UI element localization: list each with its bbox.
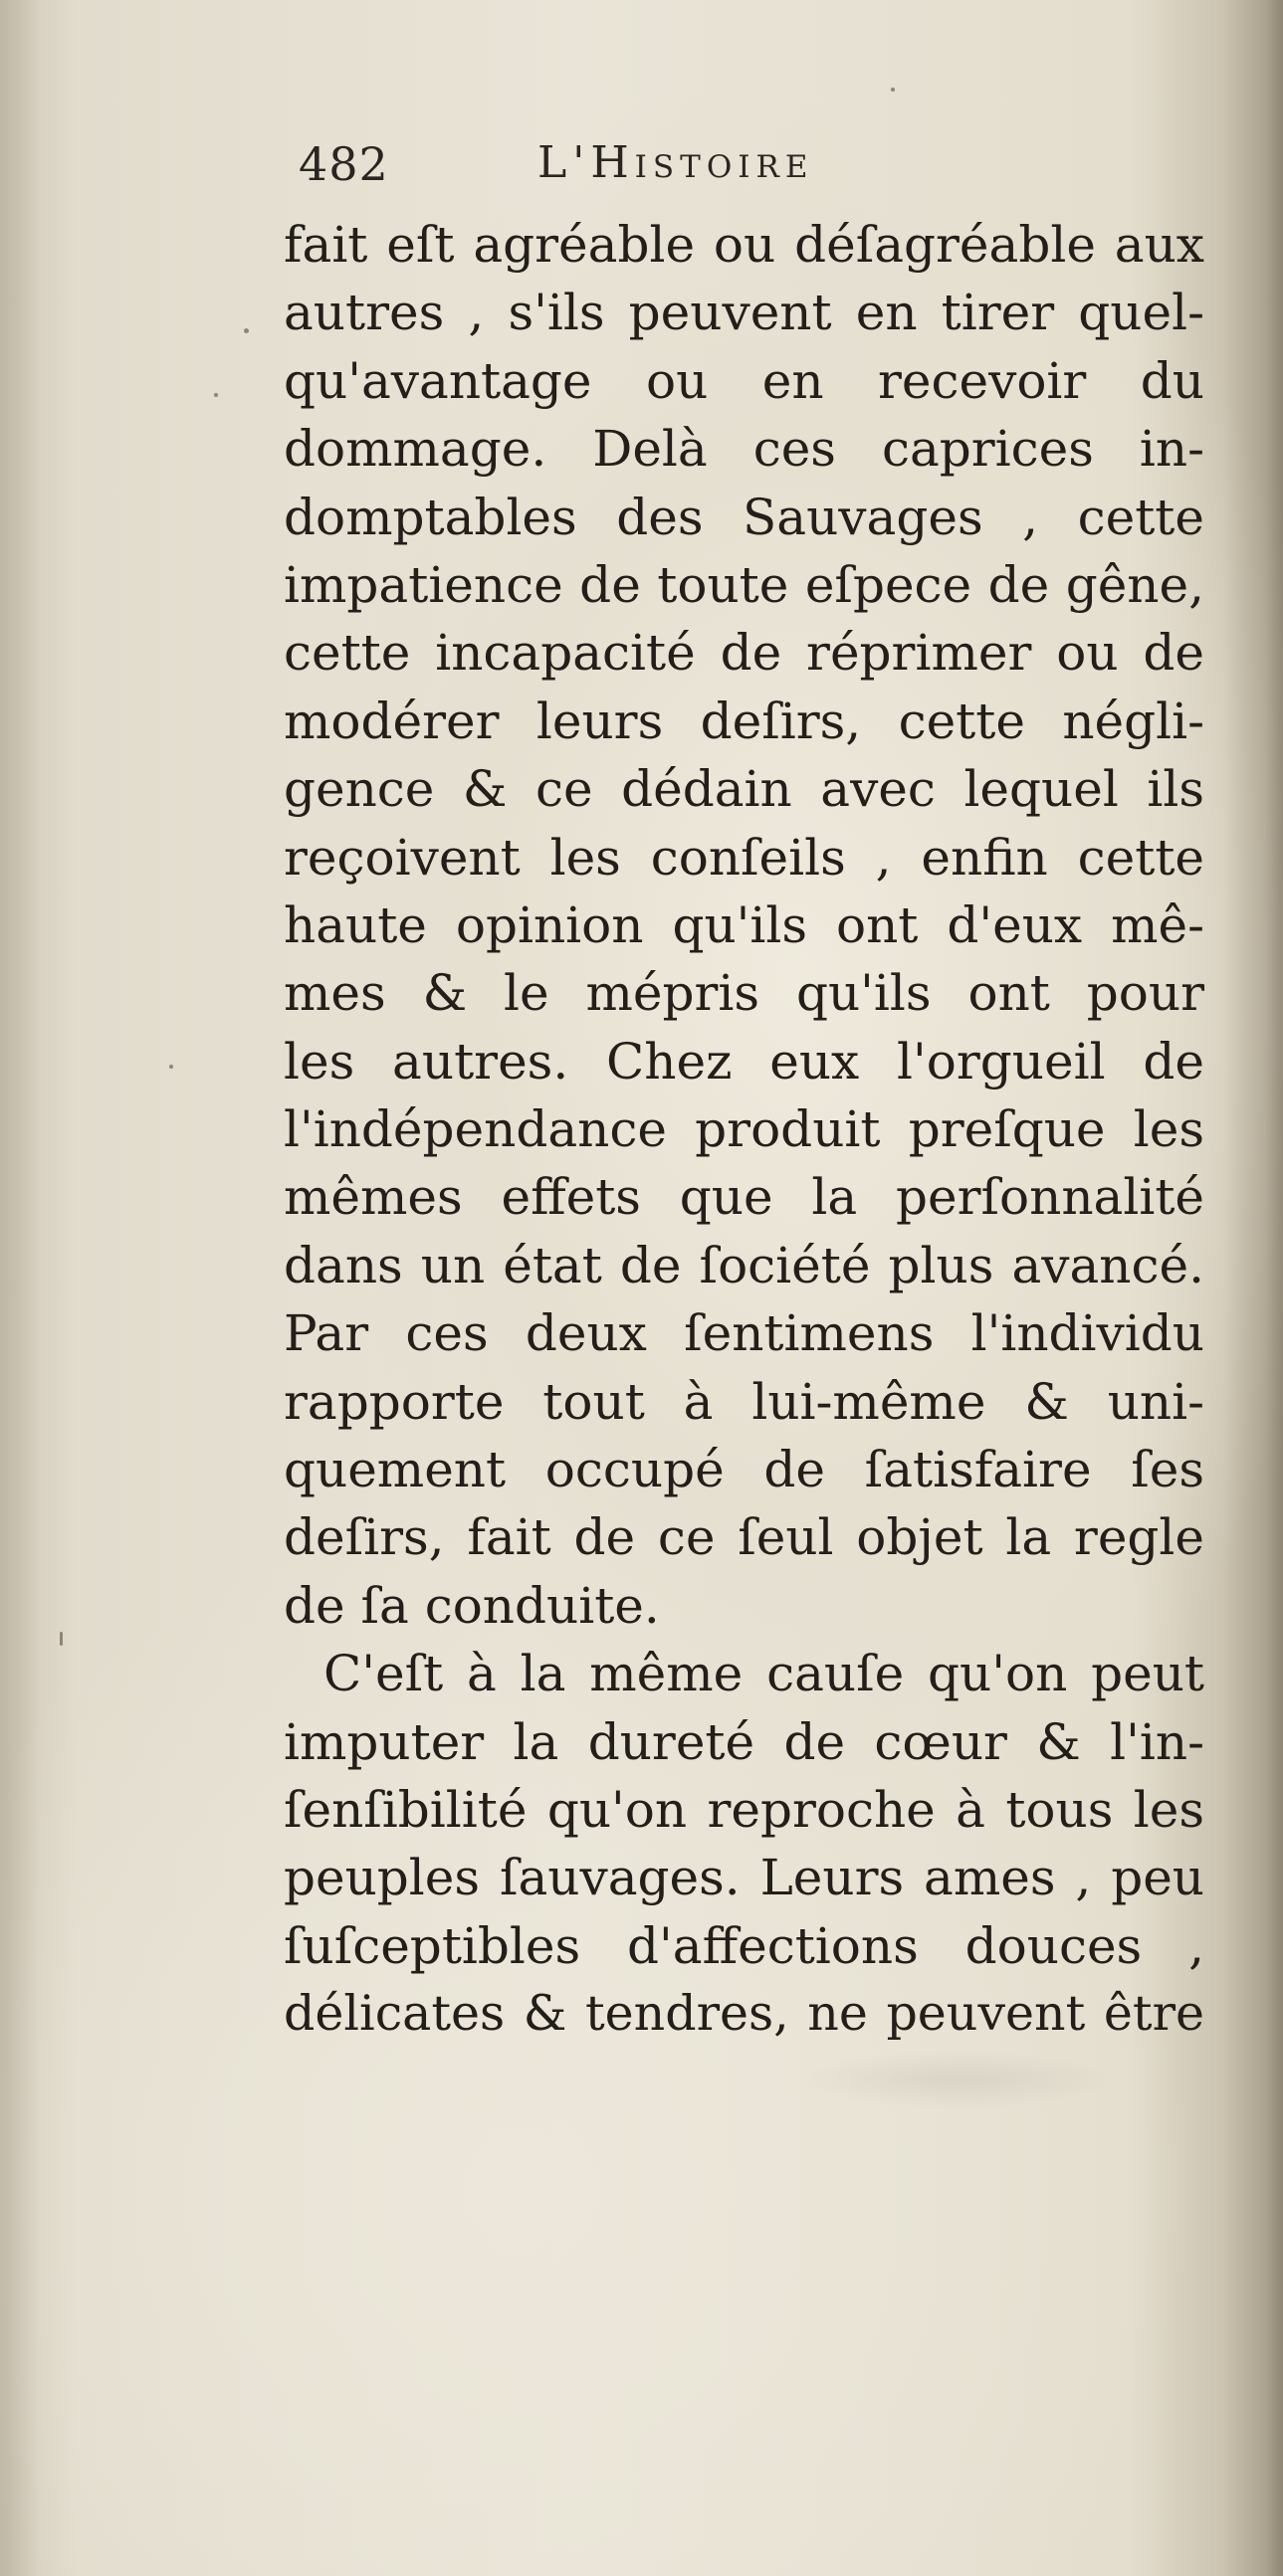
text-line: impatience de toute eſpece de gêne,	[284, 555, 1204, 614]
page-number: 482	[299, 137, 389, 191]
text-line: les autres. Chez eux l'orgueil de	[284, 1032, 1204, 1090]
text-line: quement occupé de ſatisfaire ſes	[284, 1441, 1204, 1499]
paper-speck	[60, 1632, 63, 1646]
text-line: ſuſceptibles d'affections douces ,	[284, 1916, 1204, 1975]
text-line: domptables des Sauvages , cette	[284, 488, 1204, 546]
text-line: modérer leurs deſirs, cette négli-	[284, 692, 1204, 750]
text-line: rapporte tout à lui-même & uni-	[284, 1372, 1204, 1431]
text-line: dans un état de ſociété plus avancé.	[284, 1236, 1204, 1294]
paper-speck	[891, 88, 895, 92]
text-line: autres , s'ils peuvent en tirer quel-	[284, 284, 1204, 342]
paper-speck	[244, 328, 249, 333]
text-line: deſirs, fait de ce ſeul objet la regle	[284, 1508, 1204, 1567]
page-gutter-shadow	[1223, 0, 1283, 2576]
body-text	[284, 211, 1204, 2049]
text-line: reçoivent les conſeils , enfin cette	[284, 828, 1204, 887]
text-line: dommage. Delà ces caprices in-	[284, 420, 1204, 479]
paper-speck	[169, 1065, 173, 1069]
text-line: l'indépendance produit preſque les	[284, 1100, 1204, 1159]
text-line: peuples ſauvages. Leurs ames , peu	[284, 1849, 1204, 1907]
running-head	[299, 129, 1015, 209]
text-line: cette incapacité de réprimer ou de	[284, 624, 1204, 683]
text-line: mêmes effets que la perſonnalité	[284, 1168, 1204, 1227]
text-line: imputer la dureté de cœur & l'in-	[284, 1712, 1204, 1771]
page-left-edge-shading	[0, 0, 40, 2576]
running-title: L'Histoire	[537, 137, 814, 188]
text-line: haute opinion qu'ils ont d'eux mê-	[284, 895, 1204, 954]
text-line: ſenſibilité qu'on reproche à tous les	[284, 1780, 1204, 1839]
paper-speck	[214, 393, 218, 397]
ink-bleed-through	[796, 2050, 1115, 2109]
paragraph-end-line: de ſa conduite.	[284, 1576, 660, 1635]
text-line: Par ces deux ſentimens l'individu	[284, 1304, 1204, 1363]
paragraph-start-line: C'eſt à la même cauſe qu'on peut	[323, 1645, 1204, 1703]
text-line: fait eſt agréable ou déſagréable aux	[284, 216, 1204, 274]
text-line: mes & le mépris qu'ils ont pour	[284, 964, 1204, 1023]
text-line: gence & ce dédain avec lequel ils	[284, 760, 1204, 819]
text-line: délicates & tendres, ne peuvent être	[284, 1985, 1204, 2043]
text-line: qu'avantage ou en recevoir du	[284, 351, 1204, 410]
